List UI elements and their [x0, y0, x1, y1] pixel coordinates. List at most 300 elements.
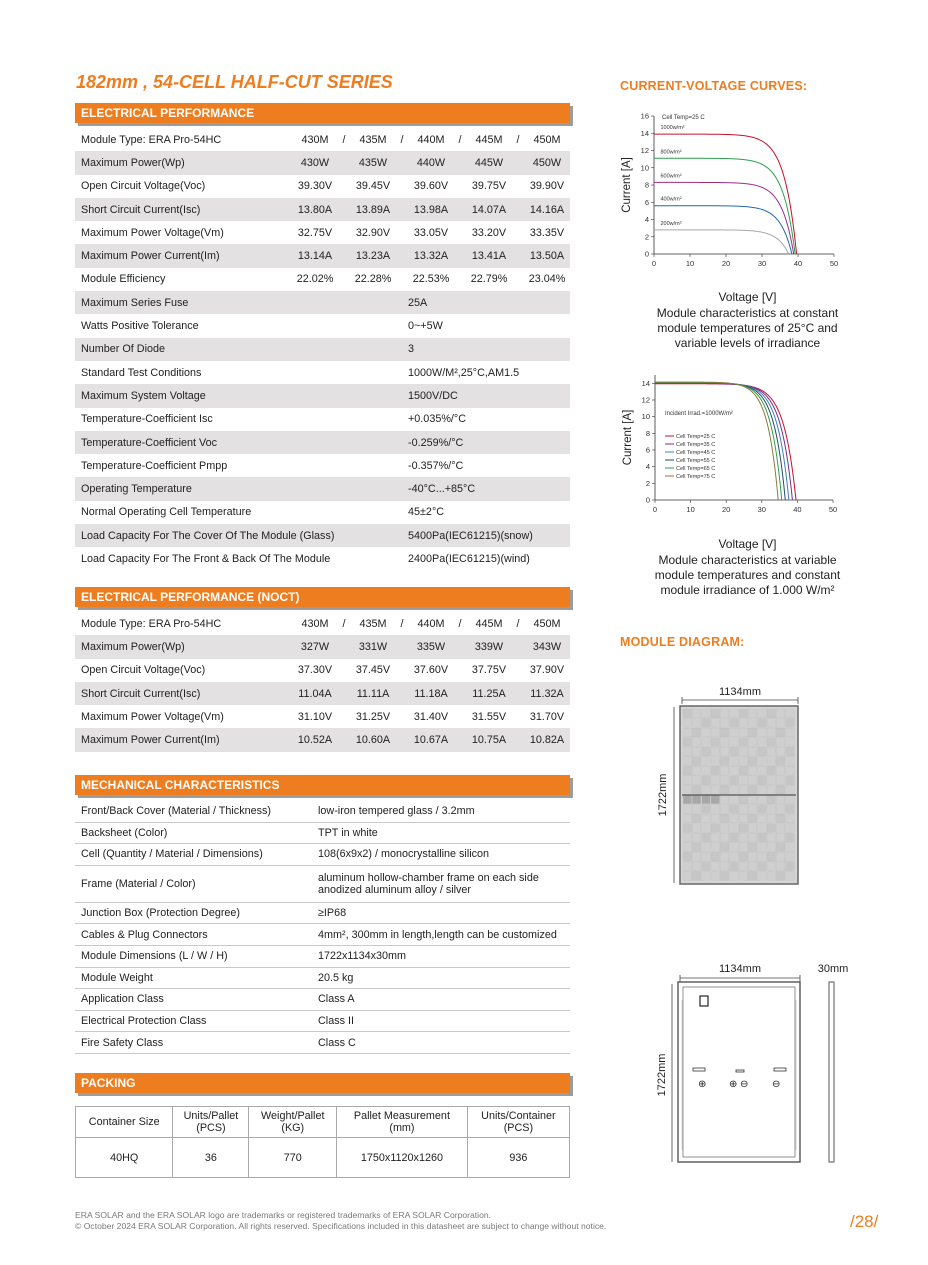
row-label: Temperature-Coefficient Isc: [81, 413, 213, 426]
solar-cell: [748, 871, 757, 880]
table-header-row: [75, 128, 570, 151]
iv-chart-temperature: [612, 358, 852, 548]
solar-cell: [683, 805, 692, 814]
y-tick-label: 4: [644, 215, 649, 224]
solar-cell: [776, 843, 785, 852]
y-tick-label: 2: [644, 232, 649, 242]
mech-value: [312, 967, 570, 989]
solar-cell: [711, 747, 720, 756]
chart2-xlabel: Voltage [V]: [718, 537, 777, 551]
solar-cell: [720, 814, 729, 823]
mech-value-line: ≥IP68: [318, 907, 347, 920]
solar-cell: [758, 805, 767, 814]
solar-cell: [739, 728, 748, 737]
solar-cell: [776, 747, 785, 756]
solar-cell: [692, 719, 701, 728]
mech-key: Junction Box (Protection Degree): [75, 902, 312, 924]
solar-cell: [758, 795, 767, 804]
legend-label: Cell Temp=25 C: [676, 434, 716, 440]
table-row: [75, 801, 570, 822]
solar-cell: [748, 785, 757, 794]
solar-cell: [739, 709, 748, 718]
table-row: [75, 902, 570, 924]
row-value: 1000W/M²,25°C,AM1.5: [408, 366, 520, 379]
solar-cell: [786, 805, 795, 814]
table-row: [75, 221, 570, 244]
solar-cell: [739, 871, 748, 880]
chart1-xlabel: Voltage [V]: [718, 290, 777, 304]
row-value: 1500V/DC: [408, 384, 570, 407]
mech-value-line: low-iron tempered glass / 3.2mm: [318, 805, 475, 818]
x-tick-label: 20: [722, 505, 731, 514]
row-value: 13.41A: [466, 244, 512, 267]
solar-cell: [720, 719, 729, 728]
svg-text:⊕: ⊕: [729, 1079, 738, 1090]
module-back-diagram: [650, 960, 870, 1170]
packing-header: [249, 1107, 337, 1138]
packing-header-line: (PCS): [196, 1122, 226, 1134]
x-tick-label: 0: [652, 505, 658, 514]
chart-annotation: Cell Temp=25 C: [662, 115, 705, 121]
solar-cell: [748, 719, 757, 728]
front-width-label: 1134mm: [719, 686, 761, 698]
solar-cell: [683, 824, 692, 833]
solar-cell: [786, 824, 795, 833]
model-header: 445M: [475, 617, 503, 630]
solar-cell: [692, 824, 701, 833]
table-row: [75, 1010, 570, 1032]
row-value: 31.10V: [297, 710, 333, 723]
spacer: [338, 221, 350, 244]
svg-text:⊕: ⊕: [698, 1079, 707, 1090]
row-label: Short Circuit Current(Isc): [75, 198, 292, 221]
mech-key: Cables & Plug Connectors: [75, 924, 312, 946]
solar-cell: [730, 709, 739, 718]
solar-cell: [786, 738, 795, 747]
solar-cell: [758, 833, 767, 842]
solar-cell: [683, 833, 692, 842]
table-row: [75, 454, 570, 477]
solar-cell: [702, 719, 711, 728]
solar-cell: [739, 738, 748, 747]
module-type-label: Module Type: ERA Pro-54HC: [81, 133, 222, 146]
model-separator: /: [458, 617, 462, 630]
solar-cell: [739, 747, 748, 756]
row-value: 33.05V: [413, 226, 449, 239]
solar-cell: [692, 814, 701, 823]
row-value: 5400Pa(IEC61215)(snow): [408, 524, 570, 547]
solar-cell: [683, 747, 692, 756]
row-label: Watts Positive Tolerance: [81, 320, 199, 333]
row-label: Open Circuit Voltage(Voc): [81, 664, 206, 677]
solar-cell: [702, 785, 711, 794]
row-value: 33.20V: [471, 226, 507, 239]
chart2-caption-line2: module temperatures and constant: [654, 568, 841, 582]
model-header: 450M: [533, 617, 561, 630]
y-tick-label: 10: [641, 412, 650, 422]
solar-cell: [786, 719, 795, 728]
solar-cell: [720, 852, 729, 861]
row-value: 23.04%: [528, 273, 566, 286]
spacer: [454, 198, 466, 221]
spacer: [338, 682, 350, 705]
spacer: [512, 221, 524, 244]
packing-header: [337, 1107, 468, 1138]
row-value: 13.32A: [408, 244, 454, 267]
solar-cell: [711, 757, 720, 766]
spacer: [396, 705, 408, 728]
row-value: -0.259%/°C: [408, 431, 570, 454]
solar-cell: [711, 738, 720, 747]
row-value: 11.11A: [350, 682, 396, 705]
solar-cell: [748, 795, 757, 804]
solar-cell: [730, 805, 739, 814]
solar-cell: [683, 738, 692, 747]
section-header-mechanical: MECHANICAL CHARACTERISTICS: [75, 775, 570, 795]
solar-cell: [730, 843, 739, 852]
mech-value-line: TPT in white: [318, 826, 378, 839]
row-value: -0.357%/°C: [408, 459, 464, 472]
packing-header-line: Pallet Measurement: [353, 1110, 450, 1122]
row-value: 32.75V: [297, 226, 333, 239]
row-value: 13.50A: [524, 244, 570, 267]
solar-cell: [786, 862, 795, 871]
mech-key: Module Dimensions (L / W / H): [75, 945, 312, 967]
spacer: [396, 268, 408, 291]
spacer: [396, 175, 408, 198]
solar-cell: [711, 833, 720, 842]
row-label: Maximum Power(Wp): [75, 151, 292, 174]
row-value: 13.80A: [292, 198, 338, 221]
row-value: 39.75V: [471, 180, 507, 193]
row-value: 37.30V: [297, 664, 333, 677]
solar-cell: [767, 814, 776, 823]
solar-cell: [720, 824, 729, 833]
spacer: [396, 244, 408, 267]
solar-cell: [767, 852, 776, 861]
table-row: [75, 1032, 570, 1054]
row-value: 37.60V: [413, 664, 449, 677]
solar-cell: [702, 728, 711, 737]
solar-cell: [730, 785, 739, 794]
solar-cell: [748, 728, 757, 737]
row-value: 10.52A: [292, 728, 338, 751]
solar-cell: [767, 833, 776, 842]
row-value: +0.035%/°C: [408, 413, 467, 426]
spacer: [396, 635, 408, 658]
table-row: [75, 175, 570, 198]
solar-cell: [758, 766, 767, 775]
row-value: 32.90V: [355, 226, 391, 239]
solar-cell: [702, 814, 711, 823]
page-number: /28/: [850, 1212, 879, 1231]
solar-cell: [692, 795, 701, 804]
packing-header-line: (PCS): [503, 1122, 534, 1134]
solar-cell: [683, 785, 692, 794]
packing-header-line: Weight/Pallet: [261, 1110, 325, 1122]
chart2-caption-line3: module irradiance of 1.000 W/m²: [660, 583, 835, 597]
solar-cell: [758, 738, 767, 747]
legend-label: Cell Temp=55 C: [676, 458, 716, 464]
table-row: [75, 635, 570, 658]
spacer: [512, 175, 524, 198]
iv-chart-irradiance: [612, 106, 852, 306]
solar-cell: [767, 785, 776, 794]
x-tick-label: 40: [793, 259, 803, 268]
row-value: 440W: [408, 151, 454, 174]
solar-cell: [711, 852, 720, 861]
solar-cell: [730, 852, 739, 861]
solar-cell: [730, 862, 739, 871]
row-label: Temperature-Coefficient Voc: [75, 431, 408, 454]
mech-key: Backsheet (Color): [75, 822, 312, 844]
solar-cell: [692, 852, 701, 861]
solar-cell: [767, 862, 776, 871]
solar-cell: [702, 738, 711, 747]
solar-cell: [702, 852, 711, 861]
solar-cell: [702, 805, 711, 814]
solar-cell: [692, 862, 701, 871]
spacer: [454, 268, 466, 291]
solar-cell: [730, 776, 739, 785]
row-value: 31.55V: [471, 710, 507, 723]
packing-cell: 770: [249, 1138, 337, 1178]
spacer: [454, 728, 466, 751]
solar-cell: [739, 776, 748, 785]
solar-cell: [767, 747, 776, 756]
row-value: 445W: [466, 151, 512, 174]
solar-cell: [720, 766, 729, 775]
packing-header-line: (mm): [389, 1122, 415, 1134]
row-label: Load Capacity For The Front & Back Of The Module: [81, 552, 331, 565]
solar-cell: [776, 785, 785, 794]
model-separator: /: [400, 617, 404, 630]
solar-cell: [730, 814, 739, 823]
solar-cell: [776, 719, 785, 728]
mech-value-line: anodized aluminum alloy / silver: [318, 883, 472, 896]
solar-cell: [739, 824, 748, 833]
mech-value: [312, 924, 570, 946]
table-row: [75, 338, 570, 361]
solar-cell: [786, 757, 795, 766]
table-row: [75, 659, 570, 682]
spacer: [338, 268, 350, 291]
spacer: [338, 151, 350, 174]
solar-cell: [739, 757, 748, 766]
row-label: Temperature-Coefficient Pmpp: [81, 459, 228, 472]
footer-legal: [75, 1210, 606, 1232]
spacer: [512, 268, 524, 291]
x-tick-label: 30: [757, 505, 766, 514]
solar-cell: [748, 814, 757, 823]
row-value: 3: [408, 338, 570, 361]
row-value: 327W: [292, 635, 338, 658]
x-tick-label: 0: [651, 259, 657, 268]
solar-cell: [683, 871, 692, 880]
solar-cell: [711, 871, 720, 880]
row-value: 39.45V: [355, 180, 391, 193]
row-value: 13.98A: [408, 198, 454, 221]
table-row: [75, 501, 570, 524]
solar-cell: [692, 805, 701, 814]
mech-value: [312, 989, 570, 1011]
solar-cell: [776, 862, 785, 871]
spacer: [338, 244, 350, 267]
iv-curves-heading: CURRENT-VOLTAGE CURVES:: [620, 79, 808, 93]
solar-cell: [758, 824, 767, 833]
solar-cell: [692, 709, 701, 718]
solar-cell: [776, 871, 785, 880]
solar-cell: [748, 766, 757, 775]
solar-cell: [739, 805, 748, 814]
front-height-label: 1722mm: [657, 773, 669, 817]
table-row: [75, 268, 570, 291]
solar-cell: [683, 862, 692, 871]
solar-cell: [786, 776, 795, 785]
solar-cell: [758, 785, 767, 794]
mech-key: Electrical Protection Class: [75, 1010, 312, 1032]
row-value: 11.32A: [524, 682, 570, 705]
chart1-caption: [620, 306, 875, 351]
solar-cell: [711, 709, 720, 718]
solar-cell: [692, 738, 701, 747]
y-tick-label: 0: [644, 249, 649, 259]
table-row: [75, 844, 570, 866]
spacer: [512, 635, 524, 658]
series-label: 1000w/m²: [660, 125, 685, 132]
solar-cell: [786, 747, 795, 756]
solar-cell: [692, 871, 701, 880]
row-value: 14.07A: [466, 198, 512, 221]
solar-cell: [748, 833, 757, 842]
solar-cell: [776, 824, 785, 833]
spacer: [512, 659, 524, 682]
row-value: 331W: [350, 635, 396, 658]
table-row: [75, 967, 570, 989]
model-header: 435M: [359, 617, 387, 630]
row-value: 31.25V: [355, 710, 391, 723]
mech-value: [312, 822, 570, 844]
table-row: [75, 384, 570, 407]
spacer: [454, 635, 466, 658]
solar-cell: [776, 833, 785, 842]
row-label: Short Circuit Current(Isc): [75, 682, 292, 705]
row-value: 435W: [350, 151, 396, 174]
mech-value: [312, 801, 570, 822]
row-value: 39.60V: [413, 180, 449, 193]
row-label: Maximum System Voltage: [75, 384, 408, 407]
spacer: [454, 151, 466, 174]
table-row: [75, 524, 570, 547]
row-value: 45±2°C: [408, 506, 445, 519]
solar-cell: [758, 776, 767, 785]
row-value: 39.30V: [297, 180, 333, 193]
solar-cell: [692, 776, 701, 785]
solar-cell: [767, 843, 776, 852]
solar-cell: [758, 852, 767, 861]
mech-value-line: 4mm², 300mm in length,length can be customized: [318, 928, 557, 941]
row-value: 22.79%: [470, 273, 508, 286]
spacer: [454, 705, 466, 728]
spacer: [338, 175, 350, 198]
spacer: [338, 198, 350, 221]
solar-cell: [730, 728, 739, 737]
row-label: Standard Test Conditions: [81, 366, 202, 379]
solar-cell: [748, 852, 757, 861]
solar-cell: [702, 824, 711, 833]
solar-cell: [786, 871, 795, 880]
solar-cell: [758, 843, 767, 852]
solar-cell: [720, 833, 729, 842]
table-row: [75, 705, 570, 728]
spacer: [396, 728, 408, 751]
solar-cell: [748, 824, 757, 833]
solar-cell: [739, 814, 748, 823]
section-header-electrical: ELECTRICAL PERFORMANCE: [75, 103, 570, 123]
solar-cell: [776, 776, 785, 785]
row-value: 37.90V: [529, 664, 565, 677]
mech-value: [312, 902, 570, 924]
solar-cell: [786, 833, 795, 842]
solar-cell: [711, 862, 720, 871]
solar-cell: [730, 833, 739, 842]
mech-value: [312, 1032, 570, 1054]
row-value: 37.75V: [471, 664, 507, 677]
solar-cell: [748, 862, 757, 871]
footer-line1: ERA SOLAR and the ERA SOLAR logo are trademarks or registered trademarks of ERA SOLAR Corporation.: [75, 1210, 492, 1220]
solar-cell: [748, 805, 757, 814]
solar-cell: [767, 824, 776, 833]
solar-cell: [720, 805, 729, 814]
model-header: 440M: [417, 617, 445, 630]
packing-header: [76, 1107, 173, 1138]
solar-cell: [692, 766, 701, 775]
solar-cell: [758, 862, 767, 871]
solar-cell: [683, 843, 692, 852]
solar-cell: [767, 795, 776, 804]
packing-header-line: (KG): [281, 1122, 305, 1134]
row-label: Normal Operating Cell Temperature: [81, 506, 252, 519]
y-tick-label: 8: [645, 428, 650, 438]
solar-cell: [692, 843, 701, 852]
solar-cell: [786, 795, 795, 804]
solar-cell: [730, 766, 739, 775]
section-header-noct: ELECTRICAL PERFORMANCE (NOCT): [75, 587, 570, 607]
model-separator: /: [516, 133, 520, 146]
solar-cell: [711, 719, 720, 728]
row-value: 10.60A: [350, 728, 396, 751]
solar-cell: [767, 719, 776, 728]
table-row: [75, 547, 570, 570]
solar-cell: [702, 843, 711, 852]
solar-cell: [739, 785, 748, 794]
row-value: 13.23A: [350, 244, 396, 267]
table-row: [75, 198, 570, 221]
solar-cell: [748, 747, 757, 756]
solar-cell: [758, 757, 767, 766]
solar-cell: [711, 824, 720, 833]
solar-cell: [748, 776, 757, 785]
mech-value-line: Class C: [318, 1036, 356, 1049]
mech-key: Application Class: [75, 989, 312, 1011]
row-value: 25A: [408, 291, 570, 314]
spacer: [338, 705, 350, 728]
series-line: [655, 382, 782, 500]
solar-cell: [767, 757, 776, 766]
solar-cell: [739, 852, 748, 861]
packing-table: [75, 1106, 570, 1178]
row-value: 343W: [524, 635, 570, 658]
